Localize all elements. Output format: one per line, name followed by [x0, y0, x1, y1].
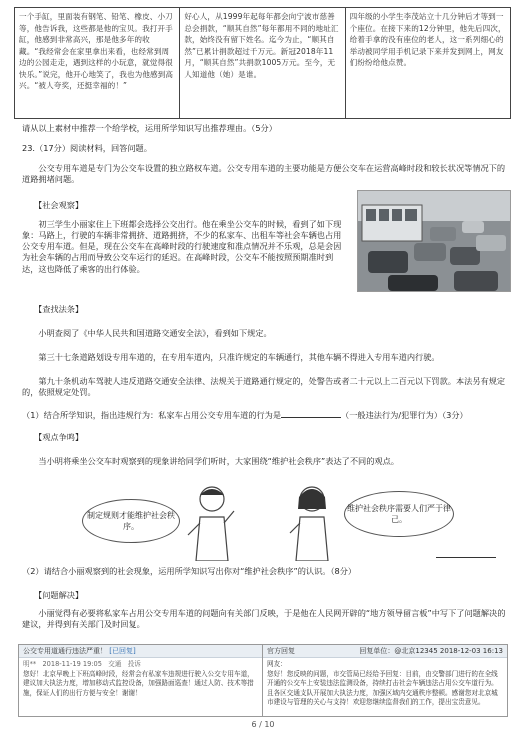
question-2: （2）请结合小丽观察到的社会现象，运用所学知识写出你对“维护社会秩序”的认识。（8分） — [22, 566, 357, 576]
section-text-observe: 初三学生小丽家住上下班都会选择公交出行。他在乘坐公交车的时候，看到了如下现象：马路上，行驶的车辆非常拥挤、道路拥挤，不少的私家车、出租车等社会车辆也占用公交专用车道。但是，现在公交车在高峰时段的行驶速度和准点情况并不乐观，总是会因为社会车辆的占用而导致公交车运行的延迟。在高峰时段，公交车不能按照预期准时到达，这也降低了乘客的出行体验。 — [22, 219, 342, 274]
question-1-text: （1）结合所学知识，指出违规行为：私家车占用公交专用车道的行为是 — [22, 410, 282, 420]
student-boy-figure — [182, 483, 242, 561]
section-text-debate: 当小明将乘坐公交车时观察到的现象讲给同学们听时，大家围绕“维护社会秩序”表达了不同的观点。 — [38, 456, 399, 466]
speech-bubble-right: 维护社会秩序需要人们严于律己。 — [344, 491, 454, 537]
status-badge: [已回复] — [109, 646, 136, 655]
material-cell-1: 一个手缸，里面装有钢笔、铅笔、橡皮、小刀等，他告诉我，这些都是他的宝贝。我打开手缸，他感到非常高兴，那是他多年的收藏。“我经常会在家里拿出来看，也经常到周边的公园走走，遇到这样的小玩意，就觉得很快乐。”说完，他开心地笑了，我也为他感到高兴。“被人夸奖，还挺幸福的！” — [19, 12, 174, 91]
reply-greeting: 网友： — [267, 660, 287, 668]
speech-bubble-left: 制定规则才能维护社会秩序。 — [82, 499, 180, 543]
message-header — [19, 645, 263, 658]
material-cell-2: 好心人，从1999年起每年都会向宁波市慈善总会捐款，“顺其自然”每年都用不同的地址汇款，始终没有留下姓名。迄今为止，“顺其自然”已累计捐款超过千万元。新冠2018年11月，“顺其自然”共捐款1005万元。至今，无人知道他（她）是谁。 — [179, 8, 344, 118]
question-intro: 请从以上素材中推荐一个给学校，运用所学知识写出推荐理由。（5分） — [22, 123, 277, 133]
message-date: 2018-11-19 19:05 — [42, 660, 102, 668]
message-meta — [23, 660, 259, 670]
section-title-solve: 【问题解决】 — [34, 590, 84, 600]
law-article-37: 第三十七条道路划设专用车道的，在专用车道内，只准许规定的车辆通行，其他车辆不得进入专用车道内行驶。 — [38, 352, 440, 362]
q23-intro: 公交专用车道是专门为公交车设置的独立路权车道。公交专用车道的主要功能是方便公交车在运营高峰时段和较长状况等情况下的道路拥堵问题。 — [22, 163, 506, 185]
law-article-90: 第九十条机动车驾驶人违反道路交通安全法律、法规关于道路通行规定的，处警告或者二十元以上二百元以下罚款。本法另有规定的，依照规定处罚。 — [22, 376, 506, 398]
message-kind: 投诉 — [127, 660, 141, 668]
question-1-options: （一般违法行为/犯罪行为） — [341, 410, 443, 420]
debate-illustration — [72, 481, 457, 561]
reply-title: 官方回复 — [267, 646, 295, 655]
reply-panel — [262, 644, 508, 717]
answer-blank[interactable] — [281, 417, 341, 418]
reply-body-wrap — [263, 658, 507, 710]
section-title-law: 【查找法条】 — [34, 304, 84, 314]
reply-header — [263, 645, 507, 658]
section-title-debate: 【观点争鸣】 — [34, 432, 84, 442]
message-title: 公交专用道通行违法严重！ — [23, 646, 107, 655]
section-text-solve: 小丽觉得有必要将私家车占用公交专用车道的问题向有关部门反映，于是他在人民网开辟的“地方领导留言板”中写下了问题解决的建议，并得到有关部门及时回复。 — [22, 608, 506, 630]
message-user: 明** — [23, 660, 37, 668]
reply-unit: 回复单位：@北京12345 — [359, 646, 438, 655]
material-cell-3: 四年级的小学生李茂站立十几分钟后才等到一个座位。在接下来的12分钟里，他先后四次，给着手拿的没有座位的老人，这一系列细心的举动被同学用手机记录下来并发到网上，网友们纷纷给他点赞。 — [345, 8, 510, 118]
reply-body: 您好！您反映的问题，市交管局已经给予回复：目前，由交警部门进行的在全线开通的公交车上安装违法监测设备，持续打击社会车辆违法占用公交车道行为。且各区交通支队开展加大执法力度，加强区域内交通秩序整顿。感谢您对北京城市建设与管理的关心与支持！欢迎您继续监督我们的工作，提出宝贵意见。 — [267, 669, 498, 707]
message-panel — [18, 644, 264, 717]
message-body: 您好！北京早晚上下班高峰时段，经常会有私家车违规进行驶入公交专用车道，建议加大执法力度，增加移动式监控设备，加强路面巡查！通过人防、技术等措施，保证人们的出行方便与安全！谢谢！ — [23, 669, 254, 697]
answer-line[interactable] — [436, 550, 496, 561]
question-1-score: （3分） — [442, 410, 468, 420]
traffic-photo — [357, 190, 511, 292]
material-table — [14, 7, 511, 119]
message-category: 交通 — [108, 660, 122, 668]
page-number: 6 / 10 — [251, 720, 275, 729]
question-1 — [22, 410, 508, 421]
reply-date: 2018-12-03 16:13 — [439, 646, 503, 655]
student-girl-figure — [284, 483, 340, 561]
q23-title: 23.（17分）阅读材料，回答问题。 — [22, 143, 152, 153]
law-intro: 小明查阅了《中华人民共和国道路交通安全法》，看到如下规定。 — [38, 328, 272, 338]
section-title-observe: 【社会观察】 — [34, 200, 84, 210]
message-body-wrap — [19, 658, 263, 700]
